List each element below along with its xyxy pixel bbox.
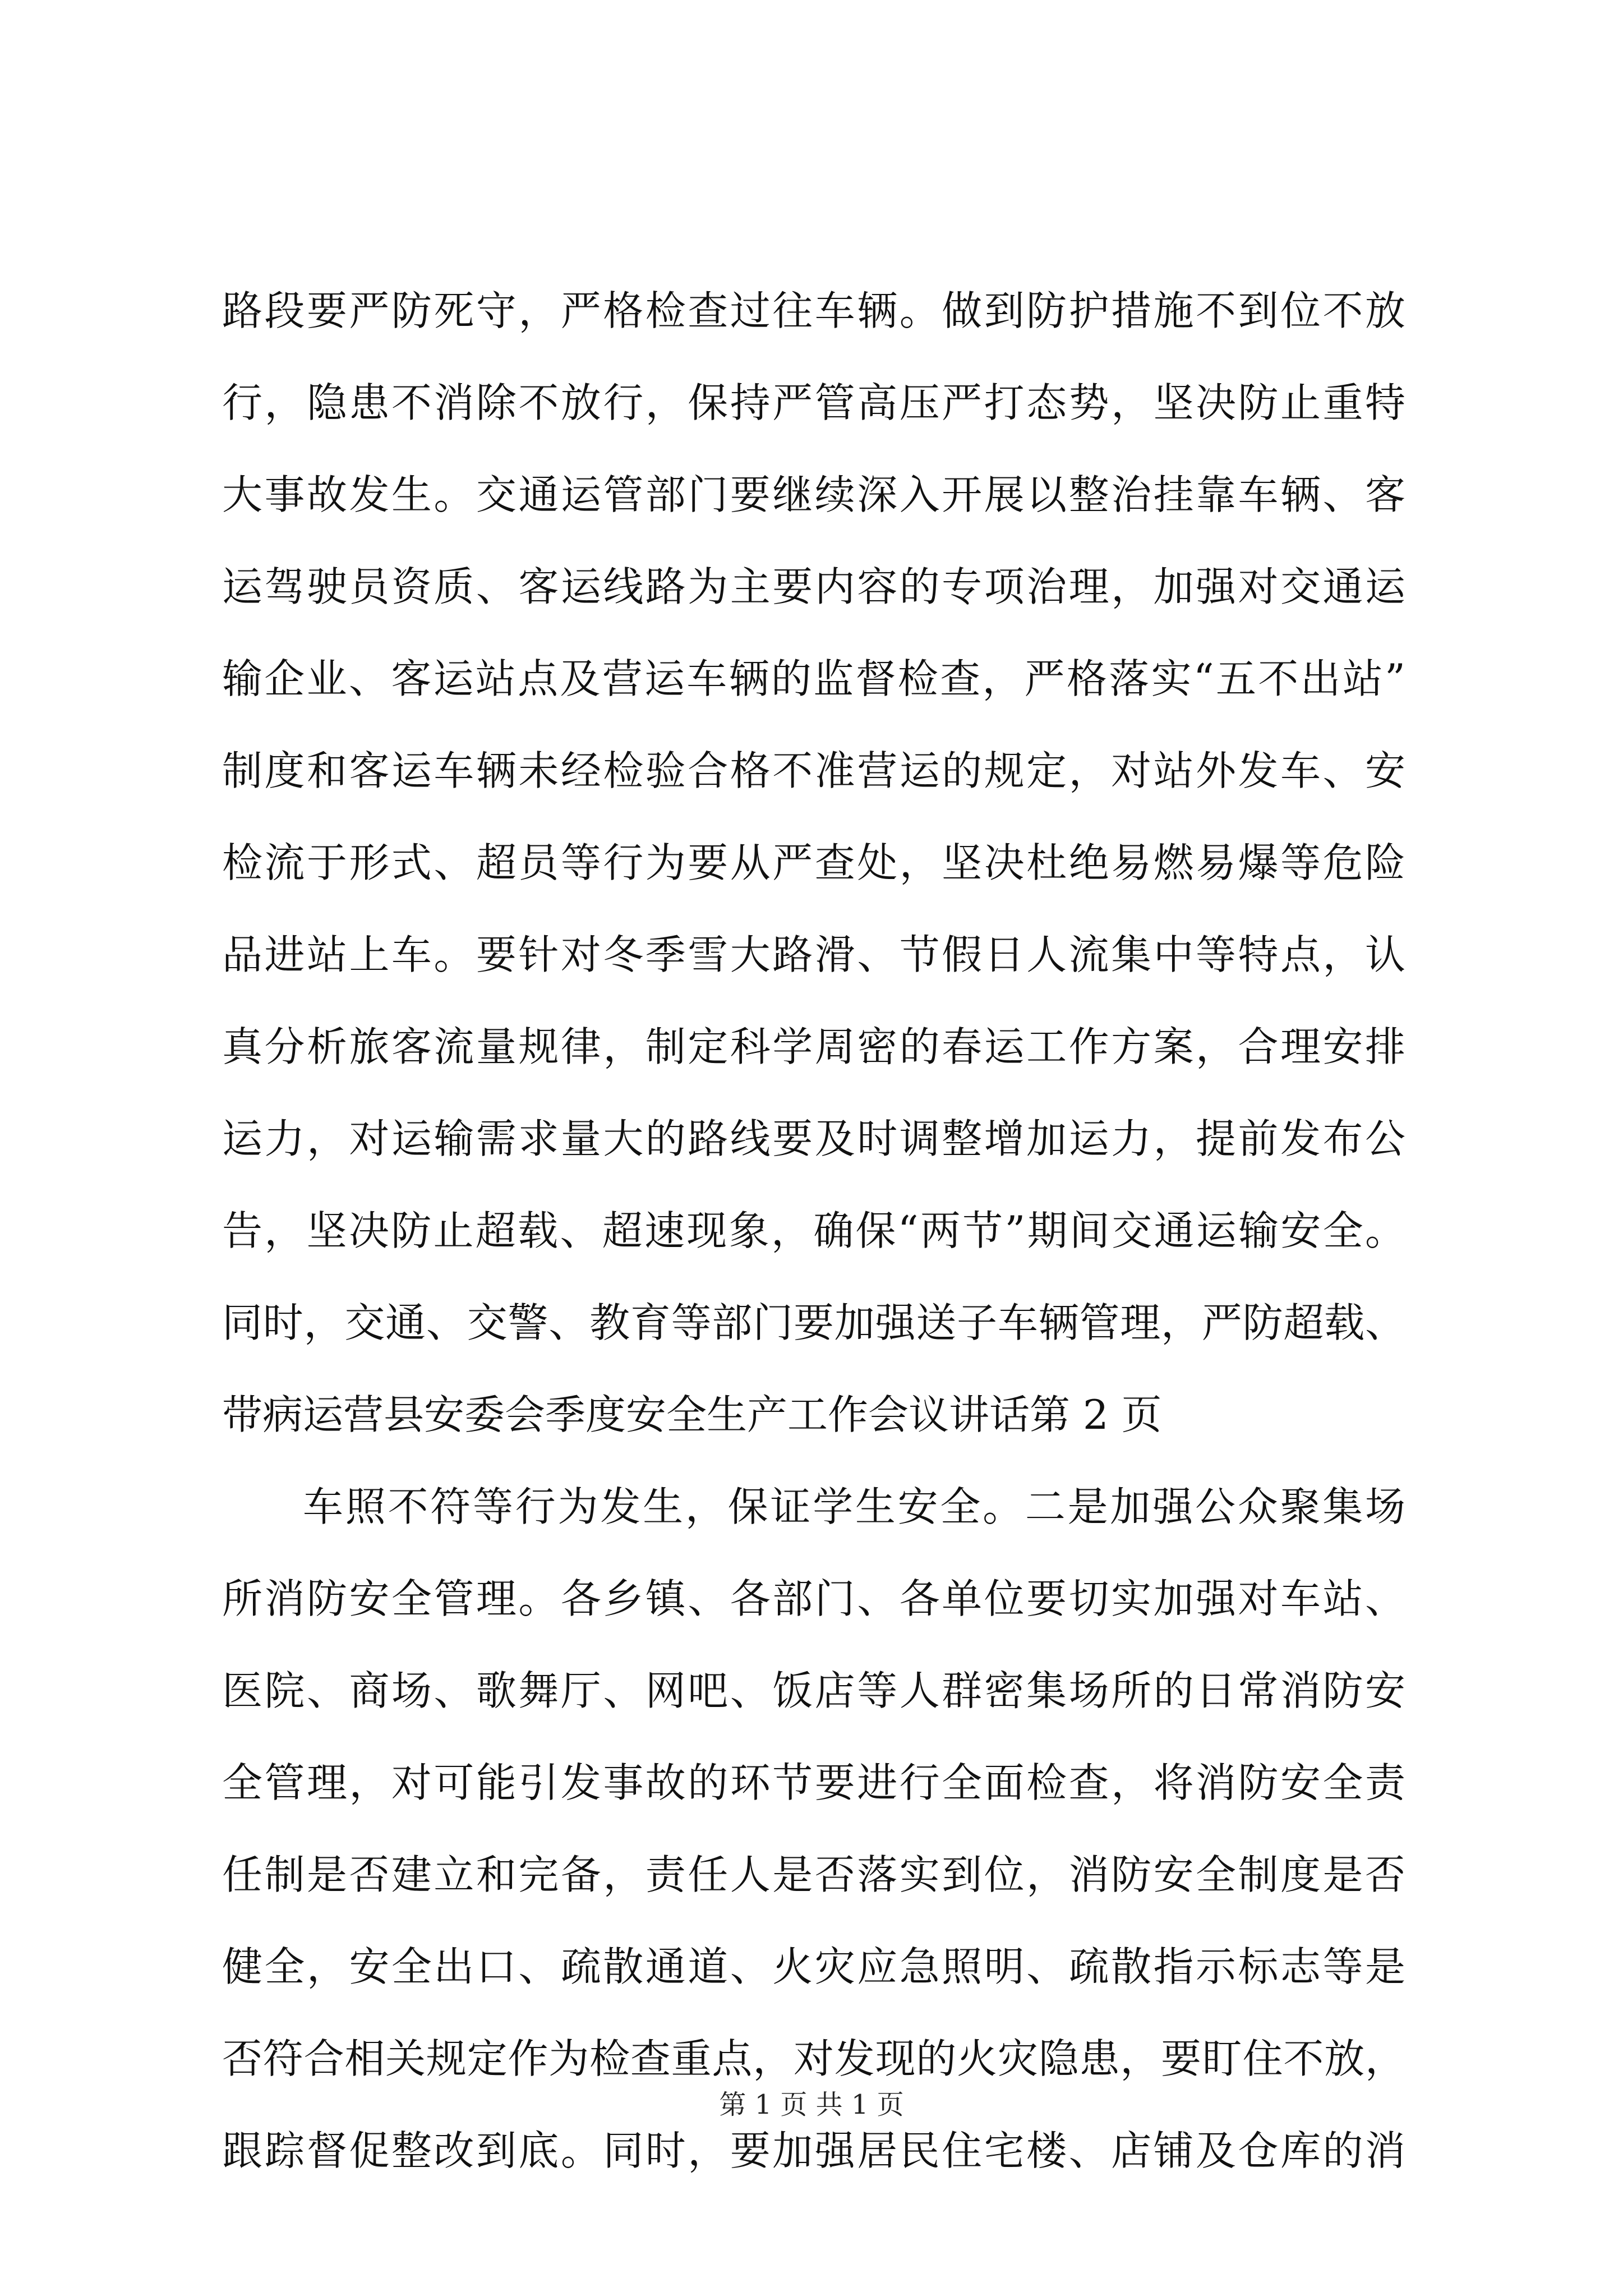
text-line: 输企业、客运站点及营运车辆的监督检查，严格落实“五不出站” — [222, 655, 1405, 702]
text-line: 全管理，对可能引发事故的环节要进行全面检查，将消防安全责 — [222, 1759, 1405, 1806]
text-line: 车照不符等行为发生，保证学生安全。二是加强公众聚集场 — [303, 1483, 1405, 1530]
text-line: 带病运营县安委会季度安全生产工作会议讲话第 2 页 — [222, 1391, 1162, 1438]
text-line: 跟踪督促整改到底。同时，要加强居民住宅楼、店铺及仓库的消 — [222, 2127, 1405, 2174]
document-body — [222, 265, 1405, 2197]
text-line: 真分析旅客流量规律，制定科学周密的春运工作方案，合理安排 — [222, 1023, 1405, 1070]
text-line: 医院、商场、歌舞厅、网吧、饭店等人群密集场所的日常消防安 — [222, 1667, 1405, 1714]
text-line: 制度和客运车辆未经检验合格不准营运的规定，对站外发车、安 — [222, 747, 1405, 794]
text-line: 任制是否建立和完备，责任人是否落实到位，消防安全制度是否 — [222, 1851, 1405, 1898]
text-line: 品进站上车。要针对冬季雪大路滑、节假日人流集中等特点，认 — [222, 931, 1405, 978]
text-line: 路段要严防死守，严格检查过往车辆。做到防护措施不到位不放 — [222, 287, 1405, 334]
text-line: 告，坚决防止超载、超速现象，确保“两节”期间交通运输安全。 — [222, 1207, 1405, 1254]
text-line: 检流于形式、超员等行为要从严查处，坚决杜绝易燃易爆等危险 — [222, 839, 1405, 886]
page-footer: 第 1 页 共 1 页 — [719, 2089, 904, 2120]
text-line: 健全，安全出口、疏散通道、火灾应急照明、疏散指示标志等是 — [222, 1943, 1405, 1990]
text-line: 所消防安全管理。各乡镇、各部门、各单位要切实加强对车站、 — [222, 1575, 1405, 1622]
text-line: 运驾驶员资质、客运线路为主要内容的专项治理，加强对交通运 — [222, 563, 1405, 610]
text-line: 行，隐患不消除不放行，保持严管高压严打态势，坚决防止重特 — [222, 379, 1405, 426]
paragraph-1 — [222, 265, 1405, 1461]
text-line: 同时，交通、交警、教育等部门要加强送子车辆管理，严防超载、 — [222, 1299, 1405, 1346]
text-line: 运力，对运输需求量大的路线要及时调整增加运力，提前发布公 — [222, 1115, 1405, 1162]
text-line: 大事故发生。交通运管部门要继续深入开展以整治挂靠车辆、客 — [222, 471, 1405, 518]
text-line: 否符合相关规定作为检查重点，对发现的火灾隐患，要盯住不放， — [222, 2035, 1405, 2082]
paragraph-2 — [222, 1461, 1405, 2197]
